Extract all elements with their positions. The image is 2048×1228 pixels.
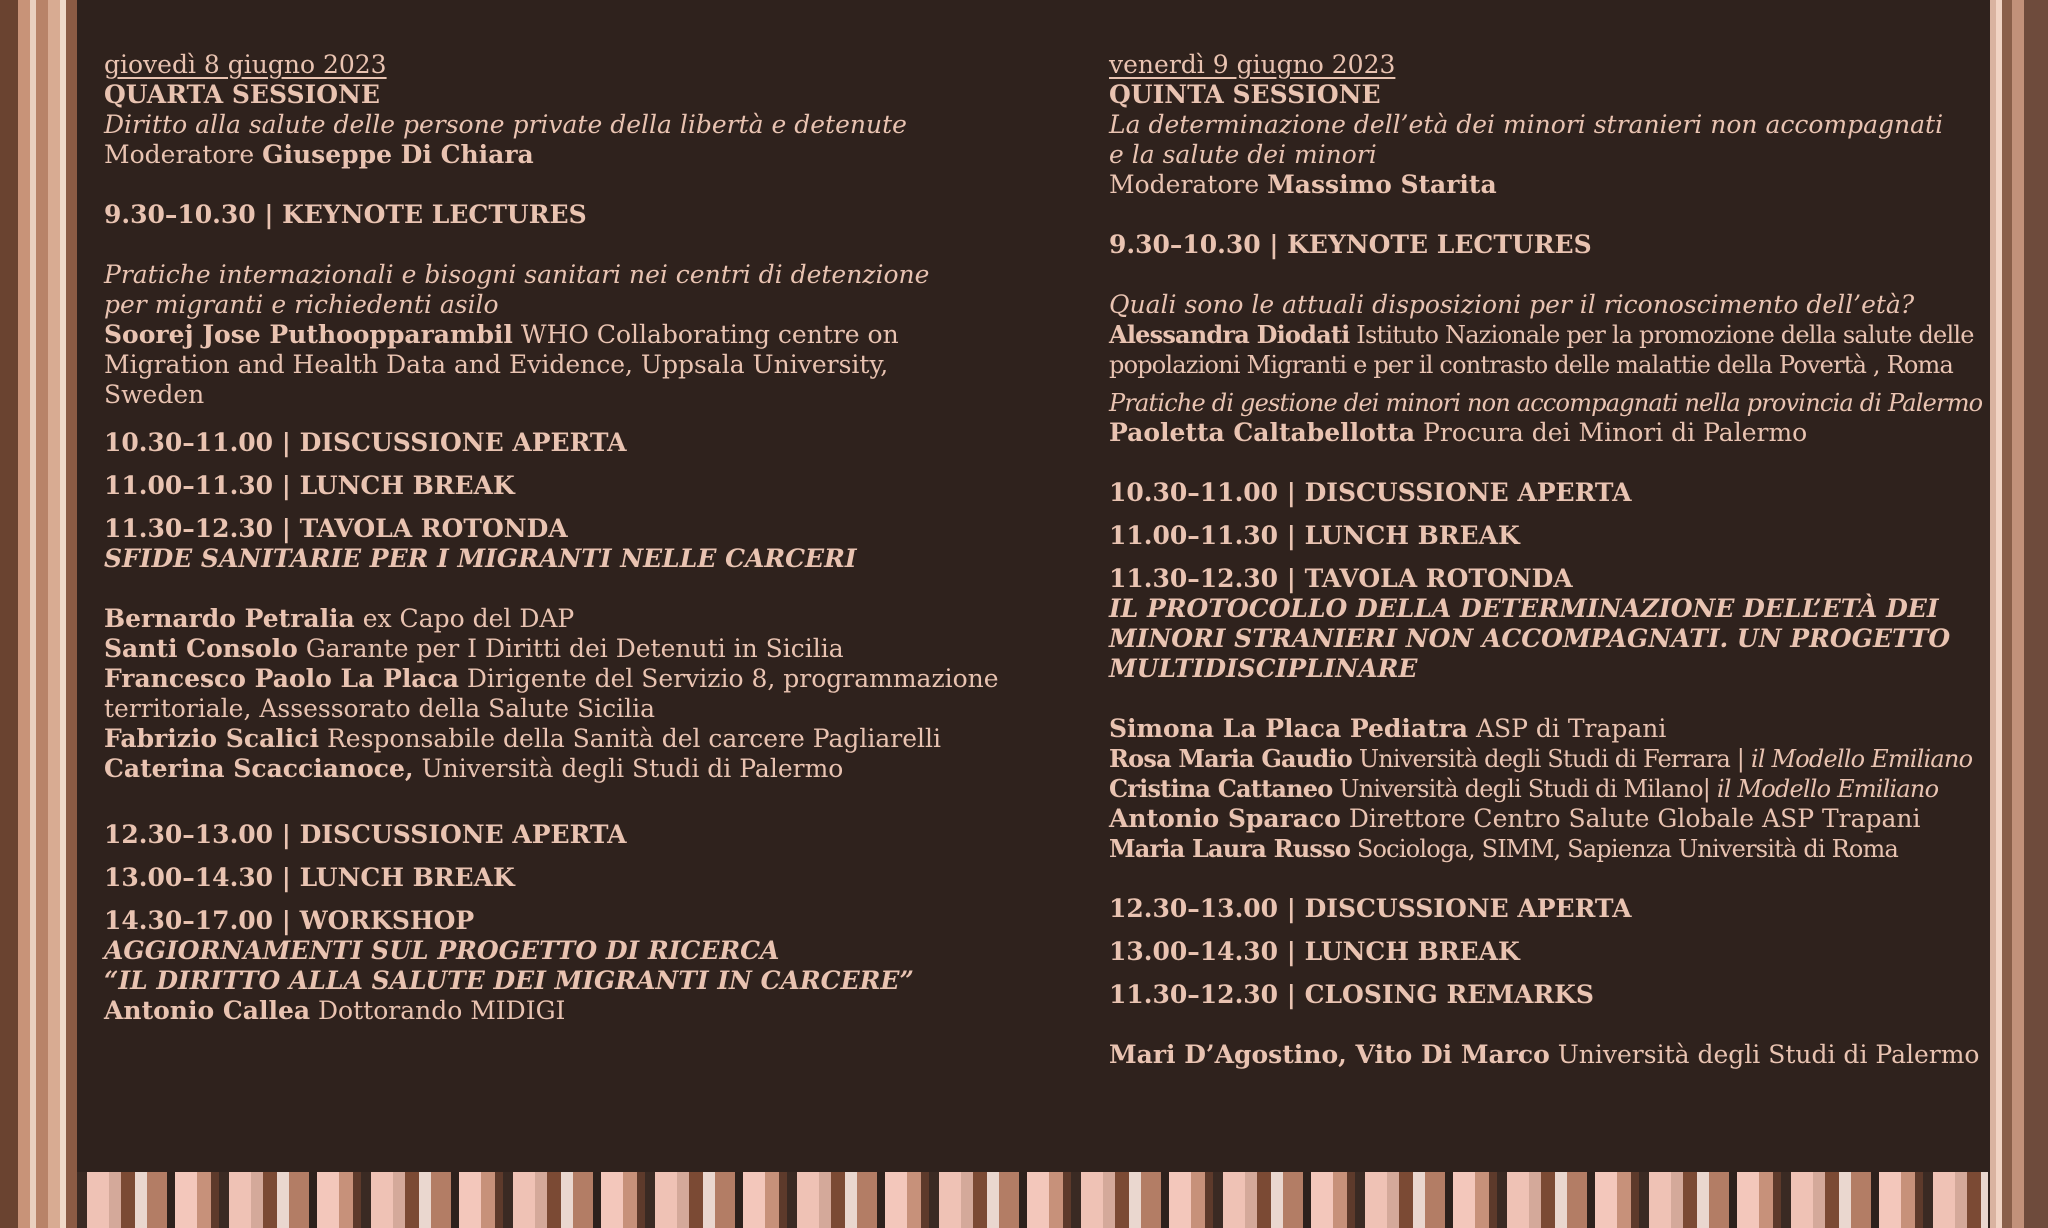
moderator-label: Moderatore	[104, 140, 255, 169]
panelist-role: Dirigente del Servizio 8, programmazione	[466, 664, 999, 693]
talk-title: Pratiche di gestione dei minori non accompagnati nella provincia di Palermo	[1109, 389, 1983, 417]
panelist-role: territoriale, Assessorato della Salute Sicilia	[104, 694, 656, 723]
panelist	[1109, 714, 2048, 744]
panelist	[104, 754, 1004, 784]
decorative-stripes-left	[0, 0, 77, 1228]
panelist-role: Università degli Studi di Palermo	[421, 754, 844, 783]
panelist-note: il Modello Emiliano	[1716, 775, 1939, 803]
panelist-role: Direttore Centro Salute Globale ASP Trapani	[1348, 804, 1921, 833]
panelist-name: Fabrizio Scalici	[104, 724, 319, 753]
lunch-slot: 11.00–11.30 | LUNCH BREAK	[1109, 521, 1520, 550]
moderator-name: Massimo Starita	[1267, 170, 1497, 199]
speaker-name: Alessandra Diodati	[1109, 320, 1350, 349]
panelist	[104, 724, 1004, 754]
discussion-slot: 10.30–11.00 | DISCUSSIONE APERTA	[104, 428, 627, 457]
panelist	[1109, 744, 2048, 774]
discussion-slot: 10.30–11.00 | DISCUSSIONE APERTA	[1109, 478, 1632, 507]
closing-speakers: Mari D’Agostino, Vito Di Marco	[1109, 1040, 1550, 1069]
panelist	[1109, 834, 2048, 864]
speaker-line	[104, 320, 1004, 350]
moderator-name: Giuseppe Di Chiara	[262, 140, 534, 169]
workshop-speaker-role: Dottorando MIDIGI	[318, 996, 566, 1025]
session-subtitle: Diritto alla salute delle persone private della libertà e detenute	[104, 110, 907, 139]
panel-list	[104, 604, 1004, 784]
talk-title: Pratiche internazionali e bisogni sanitari nei centri di detenzione	[104, 260, 930, 289]
workshop-speaker-name: Antonio Callea	[104, 996, 311, 1025]
moderator-line	[1109, 170, 2048, 200]
session-subtitle: La determinazione dell’età dei minori stranieri non accompagnati	[1109, 110, 1944, 139]
panelist	[104, 664, 1004, 694]
lunch-slot: 13.00–14.30 | LUNCH BREAK	[1109, 937, 1520, 966]
panelist-role: ASP di Trapani	[1475, 714, 1667, 743]
panelist	[104, 604, 1004, 634]
speaker-affiliation: Procura dei Minori di Palermo	[1423, 418, 1808, 447]
discussion-slot: 12.30–13.00 | DISCUSSIONE APERTA	[104, 820, 627, 849]
closing-affiliation: Università degli Studi di Palermo	[1557, 1040, 1980, 1069]
speaker-affiliation-cont: popolazioni Migranti e per il contrasto delle malattie della Povertà , Roma	[1109, 351, 1953, 379]
panelist-role: Sociologa, SIMM, Sapienza Università di Roma	[1356, 835, 1898, 863]
closing-slot: 11.30–12.30 | CLOSING REMARKS	[1109, 980, 1594, 1009]
day-date: giovedì 8 giugno 2023	[104, 50, 387, 79]
workshop-title-cont: “IL DIRITTO ALLA SALUTE DEI MIGRANTI IN CARCERE”	[104, 966, 914, 995]
speaker-affiliation: WHO Collaborating centre on	[520, 320, 899, 349]
panelist-role-cont	[104, 694, 1004, 724]
discussion-slot: 12.30–13.00 | DISCUSSIONE APERTA	[1109, 894, 1632, 923]
panelist-name: Cristina Cattaneo	[1109, 774, 1333, 803]
session-title: QUARTA SESSIONE	[104, 80, 380, 109]
tavola-rotonda-title-cont: MINORI STRANIERI NON ACCOMPAGNATI. UN PROGETTO	[1109, 624, 1951, 653]
panelist-name: Rosa Maria Gaudio	[1109, 744, 1352, 773]
panelist-name: Bernardo Petralia	[104, 604, 355, 633]
panelist-name: Simona La Placa Pediatra	[1109, 714, 1468, 743]
talk-title: Quali sono le attuali disposizioni per il riconoscimento dell’età?	[1109, 290, 1915, 319]
speaker-affiliation-cont: Sweden	[104, 380, 205, 409]
decorative-stripes-bottom	[77, 1172, 1988, 1228]
talk-title-cont: per migranti e richiedenti asilo	[104, 290, 499, 319]
day-date: venerdì 9 giugno 2023	[1109, 50, 1396, 79]
tavola-rotonda-slot: 11.30–12.30 | TAVOLA ROTONDA	[104, 514, 568, 543]
speaker-name: Paoletta Caltabellotta	[1109, 418, 1416, 447]
day-friday-column	[1109, 50, 2048, 1070]
speaker-line	[1109, 320, 2048, 350]
panelist	[104, 634, 1004, 664]
panelist-role: Garante per I Diritti dei Detenuti in Sicilia	[305, 634, 844, 663]
workshop-slot: 14.30–17.00 | WORKSHOP	[104, 906, 475, 935]
panel-list	[1109, 714, 2048, 864]
panelist-role: Responsabile della Sanità del carcere Pagliarelli	[326, 724, 942, 753]
day-thursday-column	[104, 50, 1004, 1026]
panelist	[1109, 774, 2048, 804]
tavola-rotonda-slot: 11.30–12.30 | TAVOLA ROTONDA	[1109, 564, 1573, 593]
lunch-slot: 11.00–11.30 | LUNCH BREAK	[104, 471, 515, 500]
tavola-rotonda-title-cont: MULTIDISCIPLINARE	[1109, 654, 1418, 683]
moderator-line	[104, 140, 1004, 170]
panelist-note: il Modello Emiliano	[1750, 745, 1973, 773]
speaker-name: Soorej Jose Puthoopparambil	[104, 320, 513, 349]
workshop-speaker	[104, 996, 1004, 1026]
panelist-name: Santi Consolo	[104, 634, 298, 663]
session-subtitle-cont: e la salute dei minori	[1109, 140, 1377, 169]
moderator-label: Moderatore	[1109, 170, 1260, 199]
speaker-affiliation-cont: Migration and Health Data and Evidence, Uppsala University,	[104, 350, 889, 379]
panelist-name: Maria Laura Russo	[1109, 834, 1351, 863]
panelist-role: Università degli Studi di Milano|	[1339, 775, 1711, 803]
tavola-rotonda-title: SFIDE SANITARIE PER I MIGRANTI NELLE CARCERI	[104, 544, 857, 573]
workshop-title: AGGIORNAMENTI SUL PROGETTO DI RICERCA	[104, 936, 780, 965]
panelist-role: Università degli Studi di Ferrara |	[1358, 745, 1745, 773]
speaker-affiliation: Istituto Nazionale per la promozione della salute delle	[1356, 321, 1974, 349]
lunch-slot: 13.00–14.30 | LUNCH BREAK	[104, 863, 515, 892]
program-content	[104, 50, 1983, 1160]
panelist-name: Caterina Scaccianoce,	[104, 754, 414, 783]
panelist-name: Francesco Paolo La Placa	[104, 664, 459, 693]
keynote-slot: 9.30–10.30 | KEYNOTE LECTURES	[1109, 230, 1592, 259]
speaker-line	[1109, 418, 2048, 448]
session-title: QUINTA SESSIONE	[1109, 80, 1381, 109]
panelist	[1109, 804, 2048, 834]
closing-speakers-line	[1109, 1040, 2048, 1070]
panelist-name: Antonio Sparaco	[1109, 804, 1341, 833]
keynote-slot: 9.30–10.30 | KEYNOTE LECTURES	[104, 200, 587, 229]
panelist-role: ex Capo del DAP	[362, 604, 575, 633]
tavola-rotonda-title: IL PROTOCOLLO DELLA DETERMINAZIONE DELL’ETÀ DEI	[1109, 594, 1939, 623]
